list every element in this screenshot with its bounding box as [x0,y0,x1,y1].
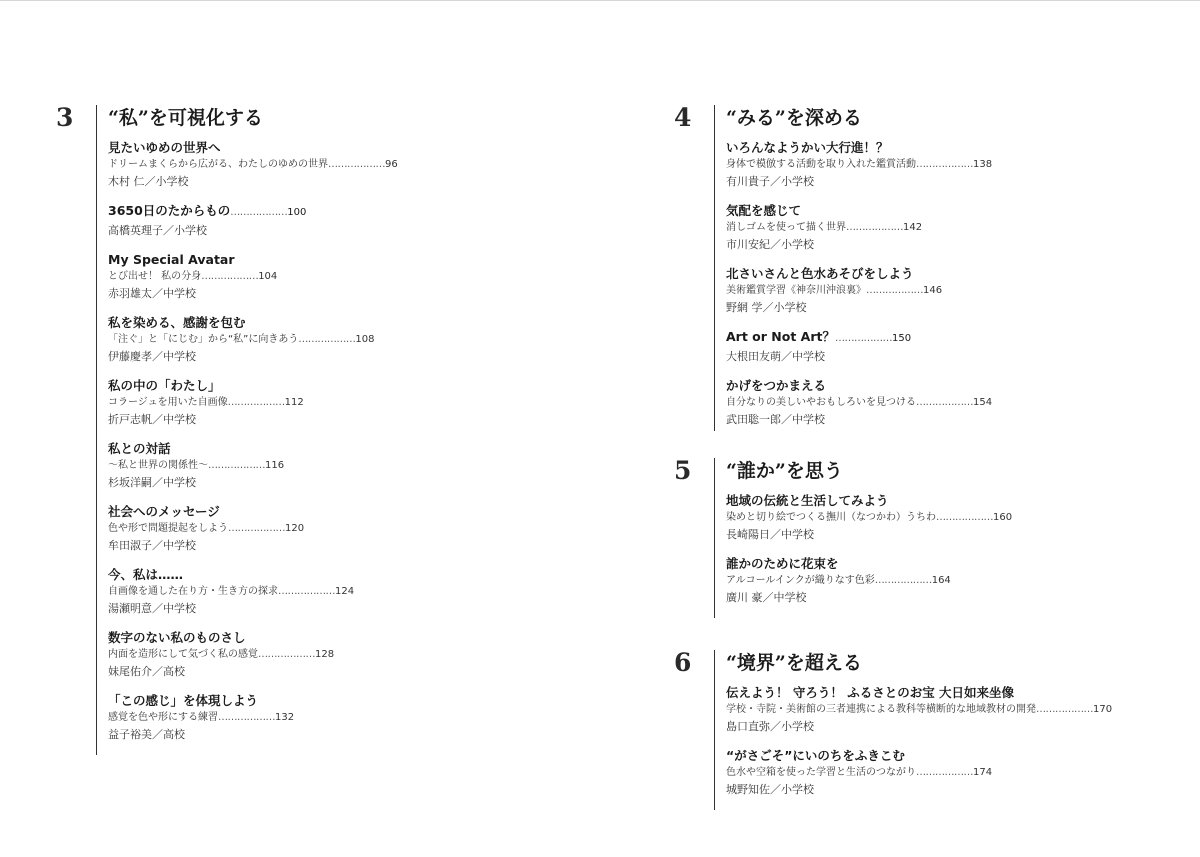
toc-entry[interactable] [108,629,398,680]
page-number: 116 [265,460,285,471]
entry-subtitle-line [726,702,1112,718]
toc-entry[interactable] [108,139,398,190]
toc-entry[interactable] [108,314,398,365]
entry-subtitle-line [726,283,992,299]
entry-subtitle-line [726,157,992,173]
entry-author: 武田聡一郎／中学校 [726,413,825,426]
entry-subtitle-line [108,458,398,474]
entry-subtitle: 自分なりの美しいやおもしろいを見つける [726,397,916,408]
leader-dots: ……………… [916,159,973,170]
entry-author: 湯瀬明意／中学校 [108,602,196,615]
entry-author: 高橋英理子／小学校 [108,224,207,237]
entry-list [726,684,1112,798]
entry-subtitle-line [108,395,398,411]
section-body [714,105,992,431]
toc-entry[interactable] [108,251,398,302]
page-number: 160 [993,512,1013,523]
entry-subtitle-line [108,269,398,285]
leader-dots: ……………… [201,271,259,282]
entry-subtitle: 内面を造形にして気づく私の感覚 [108,649,258,660]
entry-author: 廣川 豪／中学校 [726,591,807,604]
section-body [714,650,1112,810]
page-number: 150 [891,333,912,344]
entry-author: 有川貴子／小学校 [726,175,814,188]
leader-dots: ……………… [328,159,385,170]
entry-title: 「この感じ」を体現しよう [108,693,259,708]
entry-title: 伝えよう！ 守ろう！ ふるさとのお宝 大日如来坐像 [726,685,1015,700]
entry-subtitle-line [108,647,398,663]
entry-author: 益子裕美／高校 [108,728,185,741]
leader-dots: ……………… [936,512,993,523]
entry-title [726,328,992,348]
entry-subtitle: 自画像を通した在り方・生き方の探求 [108,586,278,597]
entry-subtitle-line [726,765,1112,781]
entry-subtitle-line [108,157,398,173]
entry-subtitle: 「注ぐ」と「にじむ」から“私”に向きあう [108,334,299,345]
entry-subtitle: 美術鑑賞学習《神奈川沖浪裏》 [726,285,866,296]
toc-entry[interactable] [726,377,992,428]
entry-author: 杉坂洋嗣／中学校 [108,476,196,489]
entry-title: 今、私は…… [108,567,184,582]
entry-title [108,202,398,222]
toc-entry[interactable] [726,684,1112,735]
toc-entry[interactable] [108,692,398,743]
section-title: “誰か”を思う [726,460,843,482]
entry-subtitle: 身体で模倣する活動を取り入れた鑑賞活動 [726,159,916,170]
section-title: “境界”を超える [726,652,862,674]
entry-subtitle: とび出せ！ 私の分身 [108,271,202,282]
leader-dots: ……………… [1036,704,1093,715]
entry-subtitle: 学校・寺院・美術館の三者連携による教科等横断的な地域教材の開発 [726,704,1036,715]
leader-dots: ……………… [916,397,973,408]
leader-dots: ……………… [846,222,903,233]
page-number: 96 [385,159,398,170]
entry-author: 市川安紀／小学校 [726,238,814,251]
entry-title: 社会へのメッセージ [108,504,220,519]
entry-subtitle-line [108,584,398,600]
page-number: 108 [355,334,375,345]
entry-subtitle-line [108,332,398,348]
toc-entry[interactable] [108,566,398,617]
entry-title: “がさごそ”にいのちをふきこむ [726,748,905,763]
entry-subtitle: 色水や空箱を使った学習と生活のつながり [726,767,916,778]
entry-list [726,139,992,428]
toc-entry[interactable] [108,377,398,428]
section-title: “私”を可視化する [108,107,263,129]
entry-subtitle: 感覚を色や形にする練習 [108,712,218,723]
page-number: 100 [287,207,307,218]
entry-author: 大根田友萌／中学校 [726,350,825,363]
entry-subtitle: 染めと切り絵でつくる撫川（なつかわ）うちわ [726,512,936,523]
entry-subtitle: 色や形で問題提起をしよう [108,523,228,534]
entry-subtitle-line [726,395,992,411]
page-number: 132 [275,712,295,723]
toc-entry[interactable] [726,139,992,190]
entry-subtitle-line [726,573,1012,589]
leader-dots: ……………… [916,767,973,778]
entry-subtitle-line [108,521,398,537]
toc-entry[interactable] [726,747,1112,798]
toc-entry[interactable] [726,202,992,253]
section-number: 5 [674,456,692,485]
section-body [96,105,398,755]
entry-subtitle: 〜私と世界の関係性〜 [108,460,208,471]
toc-entry[interactable] [108,202,398,239]
toc-entry[interactable] [108,440,398,491]
entry-subtitle: 消しゴムを使って描く世界 [726,222,846,233]
entry-author: 牟田淑子／中学校 [108,539,196,552]
left-column [56,103,596,763]
entry-title-text: Art or Not Art？ [726,329,835,344]
entry-subtitle-line [108,710,398,726]
entry-title: かげをつかまえる [726,378,827,393]
entry-title: My Special Avatar [108,252,235,267]
entry-subtitle-line [726,510,1012,526]
page-number: 146 [923,285,943,296]
leader-dots: ……………… [278,586,335,597]
page-number: 120 [285,523,305,534]
section-3 [56,103,596,763]
leader-dots: ……………… [866,285,923,296]
entry-title: 北さいさんと色水あそびをしよう [726,266,914,281]
leader-dots: ……………… [834,333,892,344]
page-number: 142 [903,222,923,233]
page-number: 154 [973,397,993,408]
entry-title: 見たいゆめの世界へ [108,140,221,155]
leader-dots: ……………… [874,575,932,586]
entry-title-text: 3650日のたからもの [108,203,231,218]
entry-subtitle: コラージュを用いた自画像 [108,397,228,408]
entry-title: 私との対話 [108,441,171,456]
page-number: 164 [931,575,951,586]
page-number: 124 [335,586,355,597]
entry-title: いろんなようかい大行進！？ [726,140,889,155]
entry-author: 伊藤慶孝／中学校 [108,350,196,363]
entry-title: 誰かのために花束を [726,556,839,571]
entry-list [726,492,1012,606]
entry-author: 妹尾佑介／高校 [108,665,185,678]
entry-title: 気配を感じて [726,203,802,218]
top-border [0,0,1200,1]
entry-author: 赤羽雄太／中学校 [108,287,196,300]
entry-title: 数字のない私のものさし [108,630,246,645]
toc-entry[interactable] [726,555,1012,606]
entry-subtitle-line [726,220,992,236]
leader-dots: ……………… [227,397,285,408]
leader-dots: ……………… [258,649,315,660]
section-number: 4 [674,103,692,132]
entry-author: 折戸志帆／中学校 [108,413,196,426]
entry-title: 地域の伝統と生活してみよう [726,493,889,508]
entry-title: 私を染める、感謝を包む [108,315,246,330]
page-number: 104 [258,271,278,282]
leader-dots: ……………… [230,207,288,218]
leader-dots: ……………… [228,523,285,534]
entry-title: 私の中の「わたし」 [108,378,221,393]
entry-list [108,139,398,743]
toc-entry[interactable] [726,492,1012,543]
page-number: 170 [1093,704,1113,715]
section-number: 3 [56,103,74,132]
toc-entry[interactable] [726,265,992,316]
leader-dots: ……………… [218,712,275,723]
page-number: 138 [973,159,993,170]
entry-subtitle: アルコールインクが織りなす色彩 [726,575,875,586]
entry-author: 城野知佐／小学校 [726,783,814,796]
leader-dots: ……………… [298,334,356,345]
entry-author: 島口直弥／小学校 [726,720,814,733]
toc-entry[interactable] [108,503,398,554]
section-body [714,458,1012,618]
section-number: 6 [674,648,692,677]
section-title: “みる”を深める [726,107,862,129]
toc-entry[interactable] [726,328,992,365]
entry-author: 野網 学／小学校 [726,301,807,314]
entry-subtitle: ドリームまくらから広がる、わたしのゆめの世界 [108,159,328,170]
page-number: 112 [284,397,304,408]
page-number: 128 [315,649,335,660]
leader-dots: ……………… [208,460,265,471]
page-number: 174 [973,767,993,778]
entry-author: 長崎陽日／中学校 [726,528,814,541]
entry-author: 木村 仁／小学校 [108,175,189,188]
